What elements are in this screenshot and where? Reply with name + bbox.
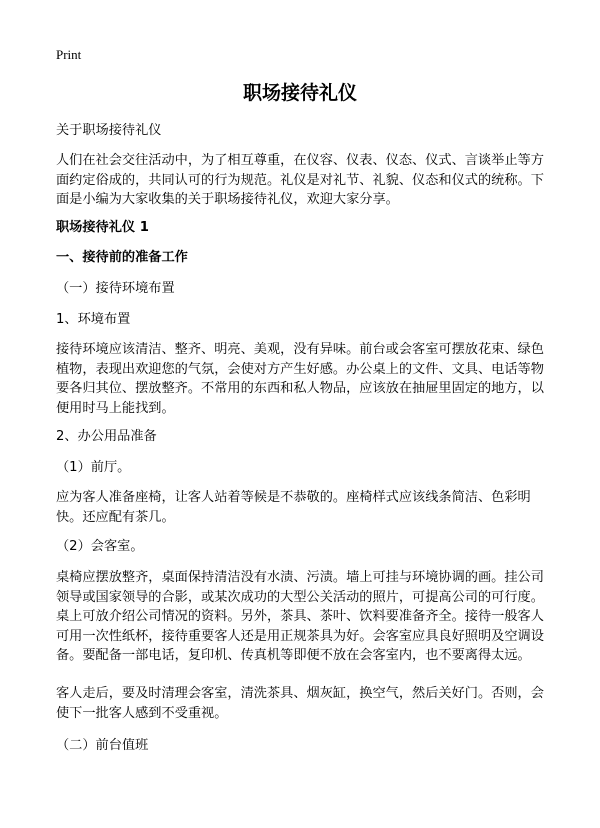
front-hall-heading: （1）前厅。 (56, 460, 131, 475)
subsection-heading: （一）接待环境布置 (56, 281, 175, 296)
section-heading: 职场接待礼仪 1 (56, 220, 149, 235)
subtitle: 关于职场接待礼仪 (56, 123, 162, 138)
subsection-heading: （二）前台值班 (56, 738, 149, 753)
meeting-room-heading: （2）会客室。 (56, 539, 144, 554)
print-link[interactable]: Print (56, 47, 82, 62)
meeting-room-paragraph: 桌椅应摆放整齐，桌面保持清洁没有水渍、污渍。墙上可挂与环境协调的画。挂公司领导或国家领导的合影，或某次成功的大型公关活动的照片，可提高公司的可行度。桌上可放介绍公司情况的资料。另外，茶具、茶叶、饮料要准备齐全。接待一般客人可用一次性纸杯，接待重要客人还是用正规茶具为好。会客室应具良好照明及空调设备。要配备一部电话，复印机、传真机等即便不放在会客室内，也不要离得太远。 (56, 570, 544, 664)
intro-paragraph: 人们在社会交往活动中，为了相互尊重，在仪容、仪表、仪态、仪式、言谈举止等方面约定俗成的，共同认可的行为规范。礼仪是对礼节、礼貌、仪态和仪式的统称。下面是小编为大家收集的关于职场接待礼仪，欢迎大家分享。 (56, 153, 544, 208)
part-heading: 一、接待前的准备工作 (56, 250, 188, 265)
item-heading: 2、办公用品准备 (56, 429, 157, 444)
page-title: 职场接待礼仪 (242, 82, 357, 104)
after-visit-paragraph: 客人走后，要及时清理会客室，清洗茶具、烟灰缸，换空气，然后关好门。否则，会使下一批客人感到不受重视。 (56, 686, 544, 721)
front-hall-paragraph: 应为客人准备座椅，让客人站着等候是不恭敬的。座椅样式应该线条简洁、色彩明快。还应配有茶几。 (56, 490, 531, 525)
item-heading: 1、环境布置 (56, 312, 131, 327)
environment-paragraph: 接待环境应该清洁、整齐、明亮、美观，没有异味。前台或会客室可摆放花束、绿色植物，表现出欢迎您的气氛，会使对方产生好感。办公桌上的文件、文具、电话等物要各归其位、摆放整齐。不常用的东西和私人物品，应该放在抽屉里固定的地方，以便用时马上能找到。 (56, 342, 544, 416)
